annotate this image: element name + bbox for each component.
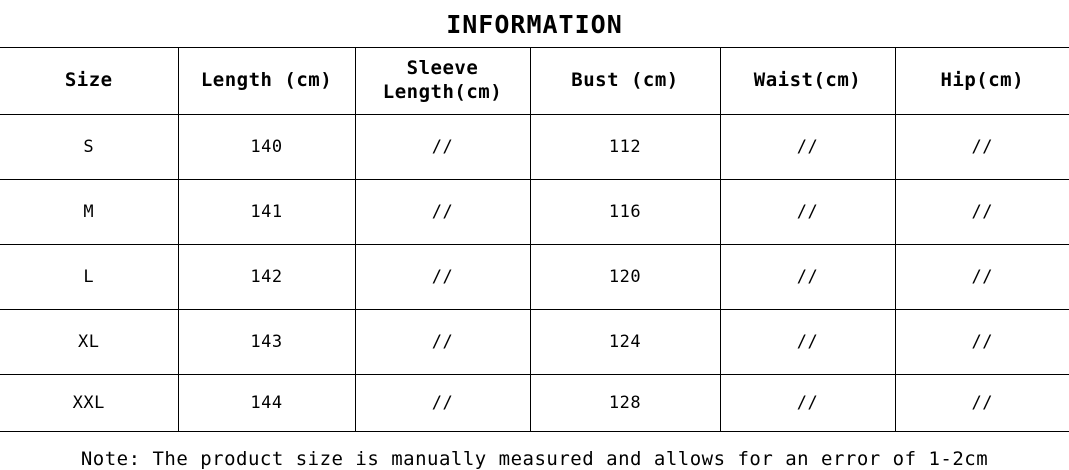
table-body [0, 115, 1069, 432]
cell-bust: 128 [530, 375, 720, 432]
cell-size: XXL [0, 375, 178, 432]
cell-length: 142 [178, 245, 355, 310]
cell-length: 144 [178, 375, 355, 432]
cell-waist: // [720, 115, 895, 180]
cell-hip: // [895, 180, 1069, 245]
column-header-length: Length (cm) [178, 48, 355, 115]
table-row [0, 245, 1069, 310]
column-header-sleeve-length: Sleeve Length(cm) [355, 48, 530, 115]
table-row [0, 310, 1069, 375]
cell-size: XL [0, 310, 178, 375]
cell-waist: // [720, 180, 895, 245]
cell-sleeve-length: // [355, 180, 530, 245]
cell-sleeve-length: // [355, 115, 530, 180]
cell-length: 140 [178, 115, 355, 180]
cell-size: S [0, 115, 178, 180]
page-title: INFORMATION [446, 10, 623, 39]
cell-hip: // [895, 115, 1069, 180]
cell-sleeve-length: // [355, 245, 530, 310]
cell-sleeve-length: // [355, 310, 530, 375]
cell-bust: 112 [530, 115, 720, 180]
table-row [0, 180, 1069, 245]
table-header [0, 48, 1069, 115]
cell-size: M [0, 180, 178, 245]
column-header-waist: Waist(cm) [720, 48, 895, 115]
cell-sleeve-length: // [355, 375, 530, 432]
column-header-bust: Bust (cm) [530, 48, 720, 115]
table-row [0, 115, 1069, 180]
column-header-size: Size [0, 48, 178, 115]
cell-length: 143 [178, 310, 355, 375]
cell-hip: // [895, 375, 1069, 432]
column-header-hip: Hip(cm) [895, 48, 1069, 115]
cell-length: 141 [178, 180, 355, 245]
cell-waist: // [720, 245, 895, 310]
cell-hip: // [895, 310, 1069, 375]
cell-waist: // [720, 310, 895, 375]
measurement-note: Note: The product size is manually measured and allows for an error of 1-2cm [80, 448, 989, 470]
cell-bust: 116 [530, 180, 720, 245]
cell-bust: 124 [530, 310, 720, 375]
cell-waist: // [720, 375, 895, 432]
size-information-table [0, 47, 1069, 432]
cell-size: L [0, 245, 178, 310]
table-header-row [0, 48, 1069, 115]
cell-bust: 120 [530, 245, 720, 310]
table-row [0, 375, 1069, 432]
cell-hip: // [895, 245, 1069, 310]
